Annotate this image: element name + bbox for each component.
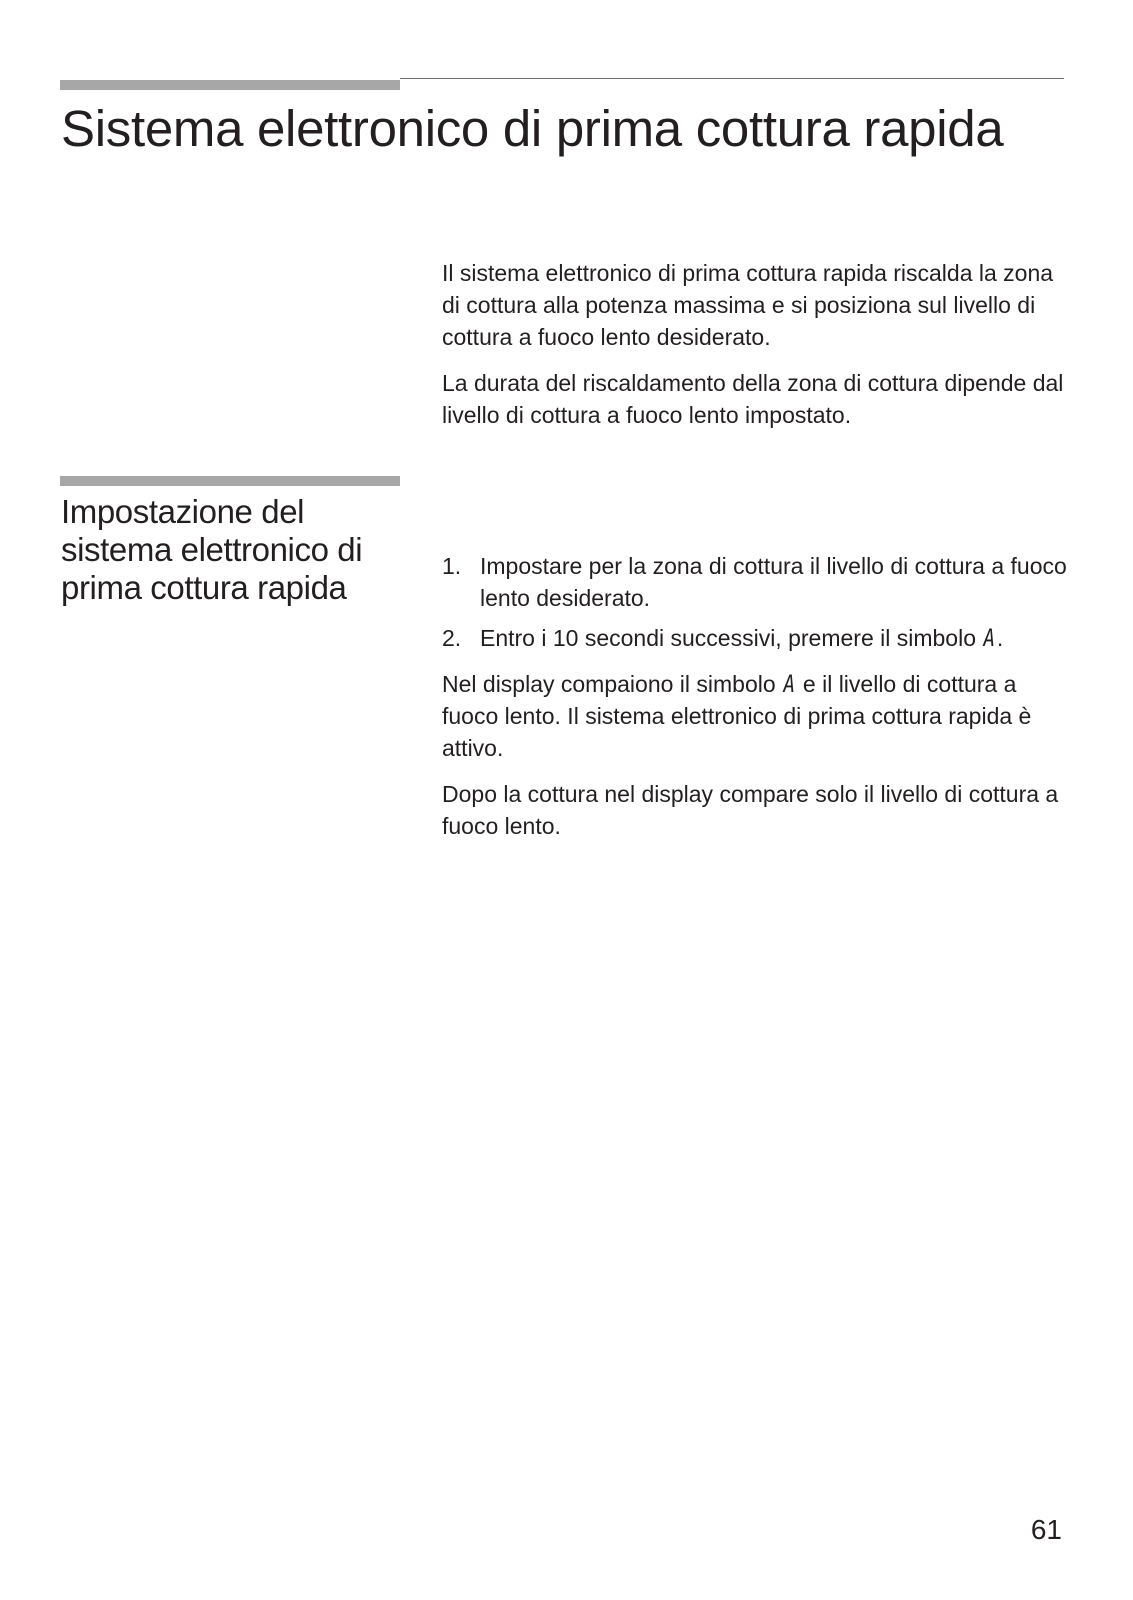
- intro-paragraph-1: Il sistema elettronico di prima cottura rapida riscalda la zona di cottura alla potenza massima e si posiziona sul livello di cottura a fuoco lento desiderato.: [442, 260, 1054, 350]
- display-symbol-a-icon: A: [783, 670, 796, 698]
- instructions-section: [442, 550, 1072, 856]
- page-number: 61: [1030, 1514, 1062, 1545]
- step-number: 1.: [442, 553, 462, 579]
- step-number: 2.: [442, 625, 462, 651]
- step-item: [442, 550, 1072, 614]
- result-text: Nel display compaiono il simbolo: [442, 671, 783, 697]
- step-text: Entro i 10 secondi successivi, premere il simbolo: [480, 625, 983, 651]
- after-cooking-paragraph: Dopo la cottura nel display compare solo il livello di cottura a fuoco lento.: [442, 781, 1059, 839]
- page-title: Sistema elettronico di prima cottura rapida: [61, 100, 1004, 157]
- intro-paragraph-2: La durata del riscaldamento della zona di cottura dipende dal livello di cottura a fuoco lento impostato.: [442, 370, 1064, 428]
- intro-section: [442, 257, 1072, 445]
- result-text-end: e il livello di cottura a fuoco lento. Il sistema elettronico di prima cottura rapida è attivo.: [442, 671, 1032, 761]
- result-paragraph: [442, 668, 1072, 764]
- title-rule-line: [400, 78, 1064, 79]
- steps-list: [442, 550, 1072, 654]
- section-rule-bar: [60, 476, 400, 486]
- section-heading: Impostazione del sistema elettronico di prima cottura rapida: [61, 493, 363, 606]
- step-text: Impostare per la zona di cottura il livello di cottura a fuoco lento desiderato.: [480, 553, 1067, 611]
- step-text-end: .: [996, 625, 1004, 651]
- display-symbol-a-icon: A: [983, 624, 996, 652]
- step-item: [442, 622, 1072, 654]
- title-rule-bar: [60, 80, 400, 90]
